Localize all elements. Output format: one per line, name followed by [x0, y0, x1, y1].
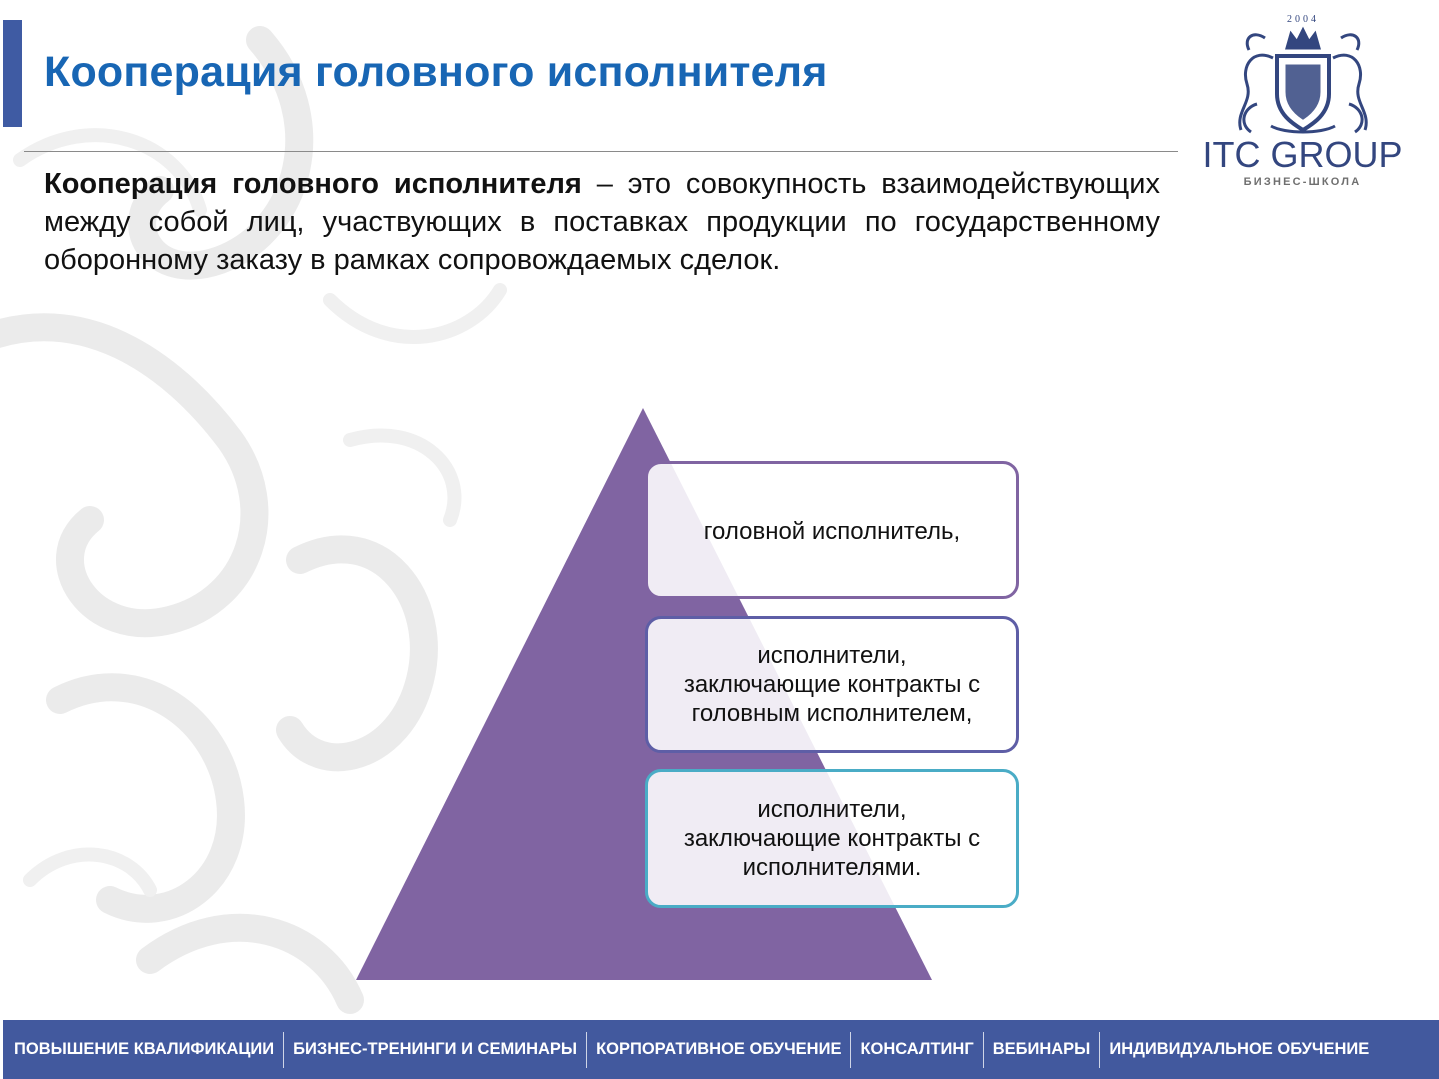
footer-item-webinars: ВЕБИНАРЫ	[992, 1040, 1091, 1058]
slide-title: Кооперация головного исполнителя	[44, 48, 828, 96]
footer-item-qualification: ПОВЫШЕНИЕ КВАЛИФИКАЦИИ	[14, 1040, 275, 1058]
footer-item-consulting: КОНСАЛТИНГ	[860, 1040, 974, 1058]
level-1-line-1: головной исполнитель,	[703, 518, 961, 545]
logo-subtitle: БИЗНЕС-ШКОЛА	[1243, 176, 1362, 188]
logo-year: 2004	[1287, 14, 1319, 25]
footer-bar	[3, 1020, 1439, 1079]
pyramid-level-head-contractor	[645, 461, 1019, 599]
definition-term: Кооперация головного исполнителя	[44, 168, 582, 200]
level-3-line-3: исполнителями.	[742, 854, 922, 881]
level-2-line-3: головным исполнителем,	[691, 700, 973, 727]
footer-item-individual: ИНДИВИДУАЛЬНОЕ ОБУЧЕНИЕ	[1109, 1040, 1370, 1058]
footer-item-trainings: БИЗНЕС-ТРЕНИНГИ И СЕМИНАРЫ	[293, 1040, 578, 1058]
level-2-line-2: заключающие контракты с	[683, 671, 981, 698]
pyramid-level-contractors-with-head	[645, 616, 1019, 753]
logo-name: ITC GROUP	[1202, 134, 1403, 175]
title-accent-bar	[3, 20, 22, 127]
definition-paragraph	[44, 165, 1160, 279]
title-divider	[24, 151, 1178, 152]
definition-text: – это совокупность взаимодействующих между собой лиц, участвующих в поставках продукции по государственному оборонному заказу в рамках сопровождаемых сделок.	[44, 168, 1160, 276]
level-3-line-2: заключающие контракты с	[683, 825, 981, 852]
level-2-line-1: исполнители,	[757, 642, 907, 669]
footer-item-corporate: КОРПОРАТИВНОЕ ОБУЧЕНИЕ	[596, 1040, 842, 1058]
level-3-line-1: исполнители,	[757, 796, 907, 823]
pyramid-level-contractors-with-contractors	[645, 769, 1019, 908]
